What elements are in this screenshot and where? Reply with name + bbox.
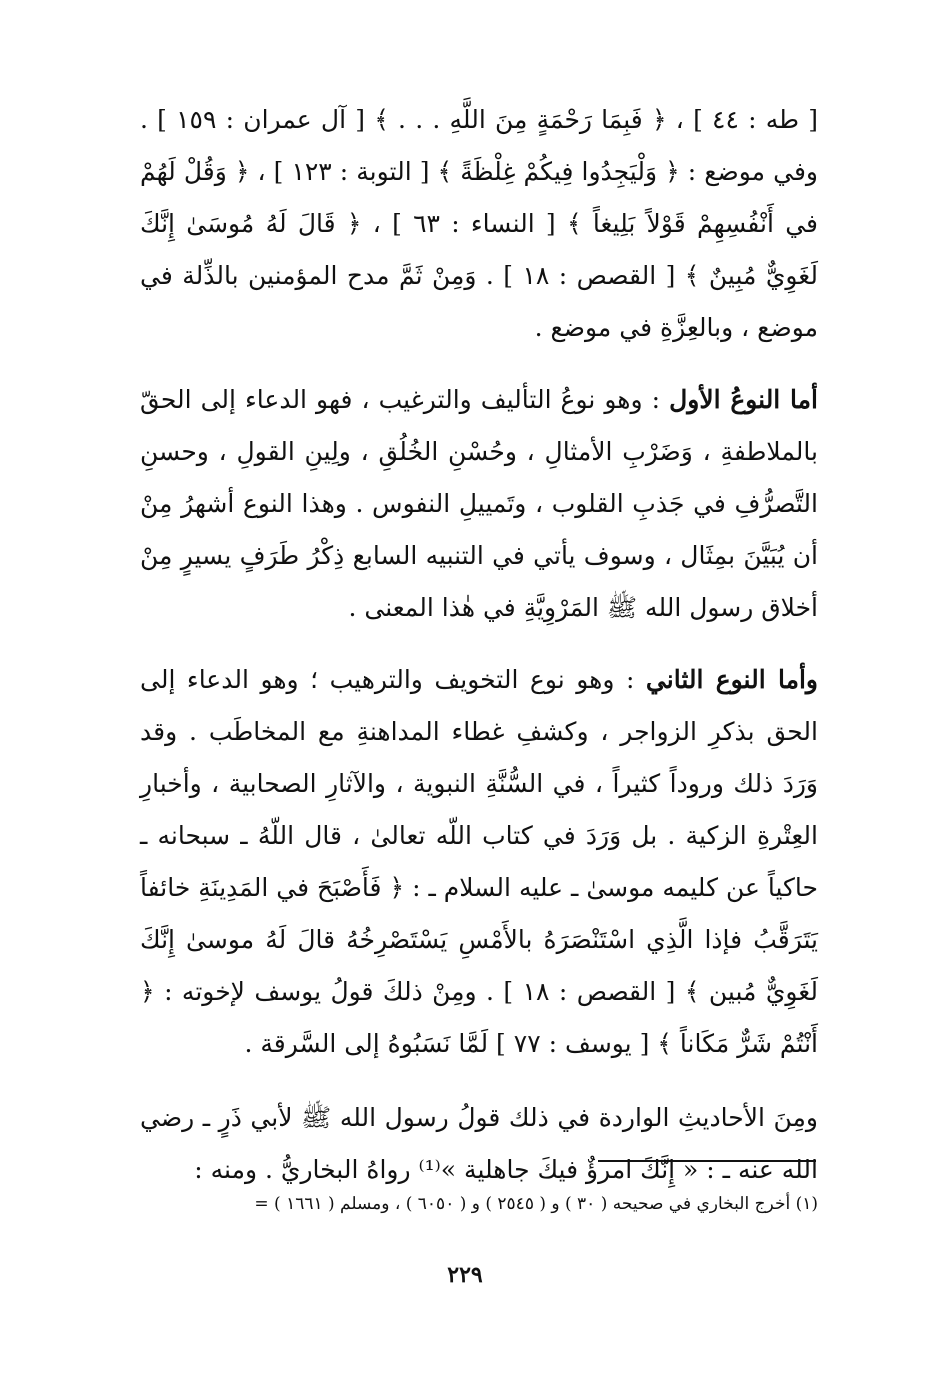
footnote xyxy=(140,1186,818,1222)
paragraph-3-text: : وهو نوع التخويف والترهيب ؛ وهو الدعاء إلى الحق بذكرِ الزواجر ، وكشفِ غطاء المداهنةِ مع المخاطَب . وقد وَرَدَ ذلك وروداً كثيراً ، في السُّنَّةِ النبوية ، والآثارِ الصحابية ، وأخبارِ العِتْرةِ الزكية . بل وَرَدَ في كتاب اللّه تعالىٰ ، قال اللّهُ ـ سبحانه ـ حاكياً عن كليمه موسىٰ ـ عليه السلام ـ : ﴿ فَأَصْبَحَ في المَدِينَةِ خائفاً يَتَرَقَّبُ فإذا الَّذِي اسْتَنْصَرَهُ بالأَمْسِ يَسْتَصْرِخُهُ قالَ لَهُ موسىٰ إِنَّكَ لَغَوِيٌّ مُبين ﴾ [ القصص : ١٨ ] . ومِنْ ذلكَ قولُ يوسف لإخوته : ﴿ أَنْتُمْ شَرٌّ مَكَاناً ﴾ [ يوسف : ٧٧ ] لَمَّا نَسَبُوهُ إلى السَّرقة . xyxy=(140,665,818,1058)
paragraph-4-text: ومِنَ الأحاديثِ الواردة في ذلك قولُ رسول الله ﷺ لأبي ذَرٍ ـ رضي الله عنه ـ : « إِنَّكَ امرؤٌ فيكَ جاهلية »⁽¹⁾ رواهُ البخاريُّ . ومنه : xyxy=(140,1103,818,1184)
paragraph-2-text: : وهو نوعُ التأليف والترغيب ، فهو الدعاء إلى الحقّ بالملاطفةِ ، وَضَرْبِ الأمثالِ ، وحُسْنِ الخُلُقِ ، ولِينِ القولِ ، وحسنِ التَّصرُّفِ في جَذبِ القلوب ، وتَمييلِ النفوس . وهذا النوع أشهرُ مِنْ أن يُبَيَّنَ بمِثَال ، وسوف يأتي في التنبيه السابع ذِكْرُ طَرَفٍ يسيرٍ مِنْ أخلاق رسول الله ﷺ المَرْوِيَّةِ في هٰذا المعنى . xyxy=(140,385,818,622)
page-number: ٢٢٩ xyxy=(447,1262,483,1288)
main-text xyxy=(140,94,818,1196)
paragraph-3-heading: وأما النوع الثاني xyxy=(645,665,818,694)
paragraph-4 xyxy=(140,1092,818,1196)
paragraph-3 xyxy=(140,654,818,1070)
paragraph-2-heading: أما النوعُ الأول xyxy=(669,385,819,414)
paragraph-1 xyxy=(140,94,818,354)
footnote-divider xyxy=(598,1160,816,1162)
paragraph-2 xyxy=(140,374,818,634)
paragraph-1-text: [ طه : ٤٤ ] ، ﴿ فَبِمَا رَحْمَةٍ مِنَ اللَّهِ . . . ﴾ [ آل عمران : ١٥٩ ] . وفي موضع : ﴿ وَلْيَجِدُوا فِيكُمْ غِلْظَةً ﴾ [ التوبة : ١٢٣ ] ، ﴿ وَقُلْ لَهُمْ في أَنْفُسِهِمْ قَوْلاً بَلِيغاً ﴾ [ النساء : ٦٣ ] ، ﴿ قَالَ لَهُ مُوسَىٰ إِنَّكَ لَغَوِيٌّ مُبِينٌ ﴾ [ القصص : ١٨ ] . وَمِنْ ثَمَّ مدح المؤمنين بالذِّلة في موضع ، وبالعِزَّةِ في موضع . xyxy=(140,105,819,342)
footnote-text: (١) أخرج البخاري في صحيحه ( ٣٠ ) و ( ٢٥٤٥ ) و ( ٦٠٥٠ ) ، ومسلم ( ١٦٦١ ) = xyxy=(254,1194,818,1214)
